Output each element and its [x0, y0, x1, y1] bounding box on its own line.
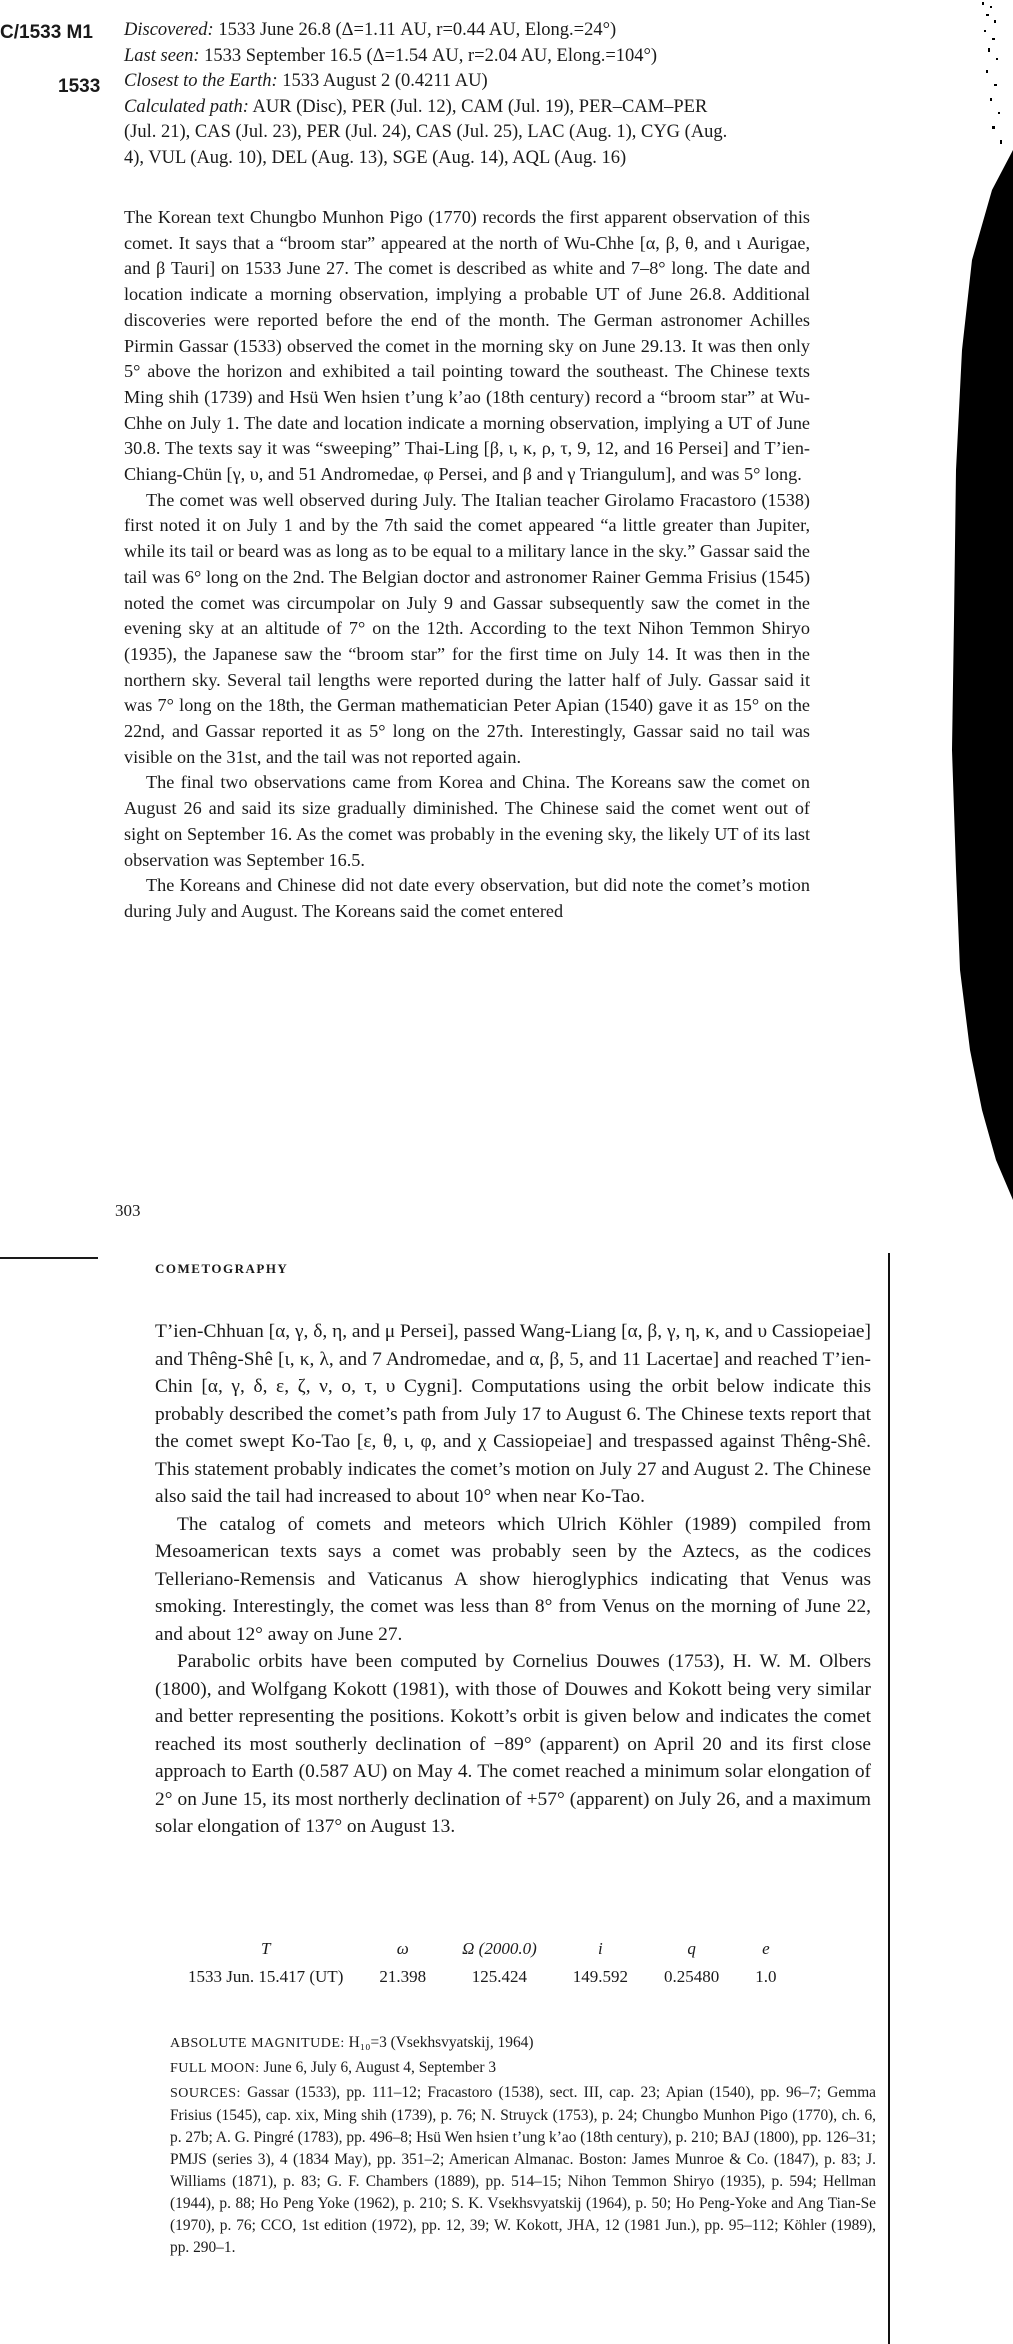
- scan-shadow: [952, 150, 1013, 1200]
- column-header: ω: [396, 1939, 409, 1958]
- table-cell: 125.424: [471, 1967, 528, 1986]
- notes-label: SOURCES:: [170, 2086, 241, 2101]
- comet-year: 1533: [58, 76, 101, 97]
- table-cell: 0.25480: [663, 1967, 720, 1986]
- column-header: e: [762, 1939, 770, 1958]
- table-row: [170, 1967, 794, 1993]
- table-cell: 1.0: [755, 1967, 777, 1986]
- bottom-page: [0, 1245, 1013, 2344]
- page-divider: [0, 1257, 98, 1259]
- meta-line-path-cont: 4), VUL (Aug. 10), DEL (Aug. 13), SGE (Aug. 14), AQL (Aug. 16): [124, 147, 627, 168]
- column-header: T: [260, 1939, 271, 1958]
- notes-block: [170, 2032, 876, 2261]
- full-moon: FULL MOON: June 6, July 6, August 4, September 3: [170, 2059, 497, 2076]
- absolute-magnitude: ABSOLUTE MAGNITUDE: H₁₀=3 (Vsekhsvyatskij, 1964): [170, 2034, 534, 2051]
- paragraph: Parabolic orbits have been computed by Cornelius Douwes (1753), H. W. M. Olbers (1800), and Wolfgang Kokott (1981), with those of Douwes and Kokott being very similar and better representing the positions. Kokott’s orbit is given below and indicates the comet reached its most southerly declination of −89° (apparent) on April 20 and its first close approach to Earth (0.587 AU) on May 4. The comet reached a minimum solar elongation of 2° on June 15, its most northerly declination of +57° (apparent) on July 26, and a maximum solar elongation of 137° on August 13.: [155, 1651, 871, 1837]
- running-head: COMETOGRAPHY: [155, 1261, 289, 1276]
- paragraph: The final two observations came from Korea and China. The Koreans saw the comet on August 26 and said its size gradually diminished. The Chinese said the comet went out of sight on September 16. As the comet was probably in the evening sky, the likely UT of its last observation was September 16.5.: [124, 772, 810, 870]
- column-header: Ω (2000.0): [462, 1939, 537, 1958]
- orbit-table-header: [170, 1939, 794, 1967]
- meta-line-path: Calculated path: AUR (Disc), PER (Jul. 12), CAM (Jul. 19), PER–CAM–PER: [124, 96, 708, 117]
- body-text-bottom: [155, 1318, 871, 1841]
- table-cell: 21.398: [379, 1967, 427, 1986]
- notes-label: FULL MOON:: [170, 2061, 260, 2076]
- paragraph: The catalog of comets and meteors which Ulrich Köhler (1989) compiled from Mesoamerican texts says a comet was probably seen by the Aztecs, as the codices Telleriano-Remensis and Vaticanus A show hieroglyphics indicating that Venus was smoking. Interestingly, the comet was less than 8° from Venus on the morning of June 22, and about 12° away on June 27.: [155, 1513, 871, 1645]
- scan-edge-rule: [888, 1253, 890, 2344]
- column-header: q: [687, 1939, 696, 1958]
- sources: SOURCES: Gassar (1533), pp. 111–12; Fracastoro (1538), sect. III, cap. 23; Apian (1540), pp. 96–7; Gemma Frisius (1545), cap. xix, Ming shih (1739), p. 76; N. Struyck (1753), p. 24; Chungbo Munhon Pigo (1770), ch. 6, p. 27b; A. G. Pingré (1783), pp. 496–8; Hsü Wen hsien t’ung k’ao (18th century), p. 210; BAJ (1800), pp. 126–31; PMJS (series 3), 4 (1834 May), pp. 351–2; American Almanac. Boston: James Munroe & Co. (1847), p. 83; J. Williams (1871), p. 83; G. F. Chambers (1889), pp. 514–15; Nihon Temmon Shiryo (1935), p. 594; Hellman (1944), p. 88; Ho Peng Yoke (1962), p. 210; S. K. Vsekhsvyatskij (1964), p. 50; Ho Peng-Yoke and Ang Tian-Se (1970), p. 76; CCO, 1st edition (1972), pp. 12, 39; W. Kokott, JHA, 12 (1981 Jun.), pp. 95–112; Köhler (1989), pp. 290–1.: [170, 2084, 876, 2256]
- meta-line-closest: Closest to the Earth: 1533 August 2 (0.4211 AU): [124, 71, 488, 91]
- meta-line-path-cont: (Jul. 21), CAS (Jul. 23), PER (Jul. 24), CAS (Jul. 25), LAC (Aug. 1), CYG (Aug.: [124, 122, 728, 142]
- table-cell: 1533 Jun. 15.417 (UT): [188, 1967, 344, 1986]
- column-header: i: [597, 1939, 603, 1958]
- paragraph: The comet was well observed during July. The Italian teacher Girolamo Fracastoro (1538) first noted it on July 1 and by the 7th said the comet appeared “a little greater than Jupiter, while its tail or beard was as long as to be equal to a military lance in the sky.” Gassar said the tail was 6° long on the 2nd. The Belgian doctor and astronomer Rainer Gemma Frisius (1545) noted the comet was circumpolar on July 9 and Gassar subsequently saw the comet in the evening sky at an altitude of 7° on the 12th. According to the text Nihon Temmon Shiryo (1935), the Japanese saw the “broom star” for the first time on July 14. It was then in the northern sky. Several tail lengths were reported during the latter half of July. Gassar said it was 7° long on the 18th, the German mathematician Peter Apian (1540) gave it as 15° on the 22nd, and Gassar reported it as 5° long on the 27th. Interestingly, Gassar said no tail was visible on the 31st, and the tail was not reported again.: [124, 489, 810, 767]
- body-text-top: [124, 205, 810, 925]
- meta-line-last-seen: Last seen: 1533 September 16.5 (Δ=1.54 AU, r=2.04 AU, Elong.=104°): [124, 45, 658, 66]
- page-number: 303: [115, 1201, 141, 1220]
- scan-speckle: [968, 0, 1008, 160]
- paragraph: T’ien-Chhuan [α, γ, δ, η, and μ Persei], passed Wang-Liang [α, β, γ, η, κ, and υ Cassiopeiae] and Thêng-Shê [ι, κ, λ, and 7 Andromedae, and α, β, 5, and 11 Lacertae] and reached T’ien-Chin [α, γ, δ, ε, ζ, ν, ο, τ, υ Cygni]. Computations using the orbit below indicate this probably described the comet’s path from July 17 to August 6. The Chinese texts report that the comet swept Ko-Tao [ε, θ, ι, φ, and χ Cassiopeiae] and trespassed against Thêng-Shê. This statement probably indicates the comet’s motion on July 27 and August 2. The Chinese also said the tail had increased to about 10° when near Ko-Tao.: [155, 1321, 871, 1507]
- comet-designation: C/1533 M1: [0, 22, 93, 43]
- comet-summary: [124, 18, 824, 171]
- orbit-table: [170, 1939, 794, 1993]
- paragraph: The Korean text Chungbo Munhon Pigo (1770) records the first apparent observation of this comet. It says that a “broom star” appeared at the north of Wu-Chhe [α, β, θ, and ι Aurigae, and β Tauri] on 1533 June 27. The comet is described as white and 7–8° long. The date and location indicate a morning observation, implying a probable UT of June 26.8. Additional discoveries were reported before the end of the month. The German astronomer Achilles Pirmin Gassar (1533) observed the comet in the morning sky on June 29.13. It was then only 5° above the horizon and exhibited a tail pointing toward the southeast. The Chinese texts Ming shih (1739) and Hsü Wen hsien t’ung k’ao (18th century) record a “broom star” at Wu-Chhe on July 1. The date and location indicate a morning observation, implying a UT of June 30.8. The texts say it was “sweeping” Thai-Ling [β, ι, κ, ρ, τ, 9, 12, and 16 Persei] and T’ien-Chiang-Chün [γ, υ, and 51 Andromedae, φ Persei, and β and γ Triangulum], and was 5° long.: [124, 207, 810, 485]
- meta-line-discovered: Discovered: 1533 June 26.8 (Δ=1.11 AU, r=0.44 AU, Elong.=24°): [124, 20, 617, 40]
- notes-label: ABSOLUTE MAGNITUDE:: [170, 2036, 345, 2051]
- table-cell: 149.592: [572, 1967, 628, 1986]
- paragraph: The Koreans and Chinese did not date every observation, but did note the comet’s motion during July and August. The Koreans said the comet entered: [124, 875, 810, 921]
